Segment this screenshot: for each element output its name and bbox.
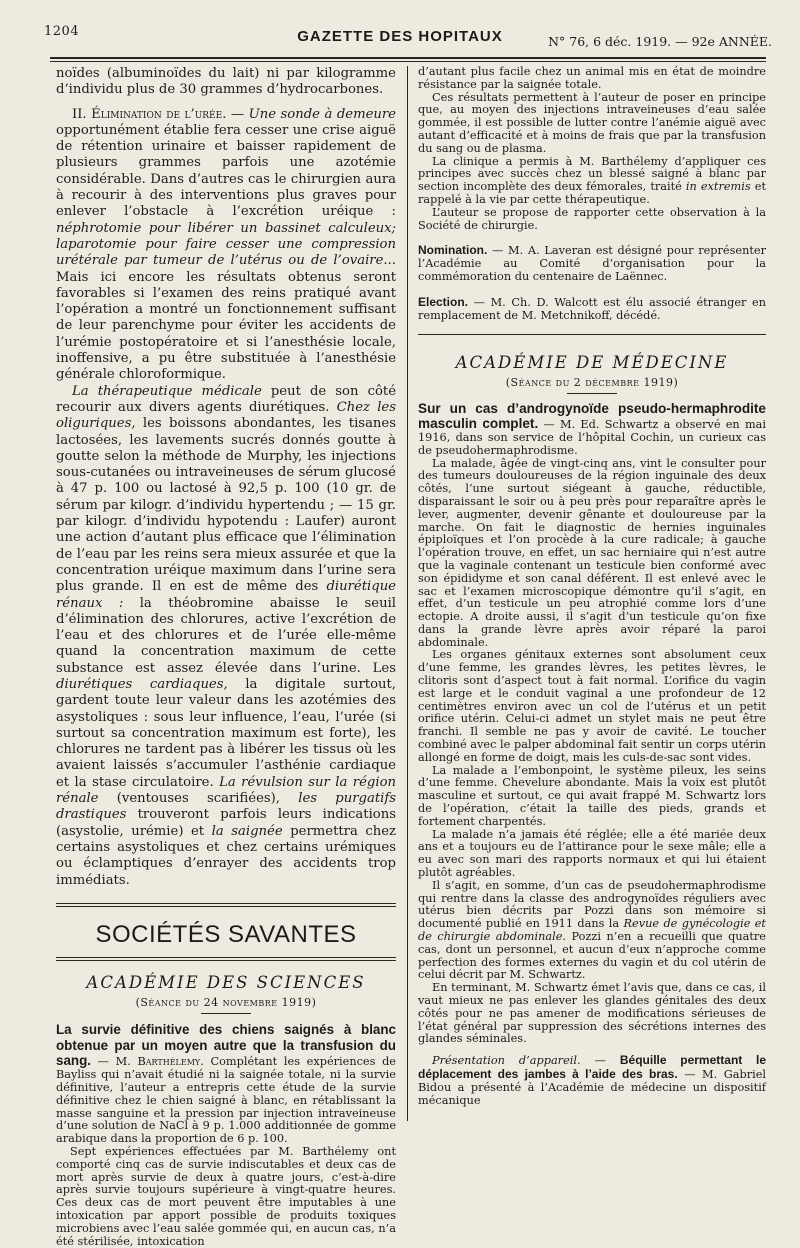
paragraph: La clinique a permis à M. Barthélemy d’appliquer ces principes avec succès chez un blessé saigné à blanc par section incomplète des deux fémorales, traité in extremis et rappelé à la vie par cette thérapeutique. bbox=[418, 154, 766, 206]
nomination-heading: Nomination. bbox=[418, 243, 488, 258]
paragraph: Il s’agit, en somme, d’un cas de pseudohermaphrodisme qui rentre dans la classe des androgynoïdes réguliers avec utérus bien décrits par Pozzi dans son mémoire si documenté publié en 1911 dans la Revue de gynécologie et de chirurgie abdominale. Pozzi n’en a recueilli que quatre cas, dont un personnel, et aucun d’eux n’approche comme perfection des formes externes du vagin et du col utérin de celui décrit par M. Schwartz. bbox=[418, 878, 766, 982]
issue-info: N° 76, 6 déc. 1919. — 92e ANNÉE. bbox=[548, 34, 772, 49]
paragraph-elimination-uree: II. Élimination de l’urée. — Une sonde à demeure opportunément établie fera cesser une crise aiguë de rétention urinaire et baisser rapidement de plusieurs grammes parfois une azotémie considérable. Dans d’autres cas le chirurgien aura à recourir à des interventions plus graves pour enlever l’obstacle à l’excrétion uréique : néphrotomie pour libérer un bassinet calculeux; laparotomie pour faire cesser une compression urétérale par tumeur de l’utérus ou de l’ovaire... Mais ici encore les résultats obtenus seront favorables si l’examen des reins pratiqué avant l’opération a montré un fonctionnement suffisant de leur parenchyme pour éviter les accidents de l’urémie postopératoire et si l’anesthésie locale, inoffensive, a pu être substituée à l’anesthésie générale chloroformique. bbox=[56, 106, 396, 383]
column-divider bbox=[407, 66, 408, 1121]
section-rule bbox=[418, 334, 766, 335]
page-number: 1204 bbox=[44, 24, 80, 39]
election-heading: Election. bbox=[418, 294, 469, 309]
article-title: La survie définitive des chiens saignés à blanc obtenue par un moyen autre que la transfusion du sang. bbox=[56, 1021, 396, 1069]
running-header bbox=[0, 24, 800, 54]
paragraph: Ces résultats permettent à l’auteur de poser en principe que, au moyen des injections intraveineuses d’eau salée gommée, il est possible de lutter contre l’anémie aiguë avec autant d’efficacité et à moins de frais que par la transfusion du sang ou de plasma. bbox=[418, 90, 766, 155]
section-rule bbox=[56, 960, 396, 961]
article-title: Sur un cas d’androgynoïde pseudo-hermaphrodite masculin complet. bbox=[418, 401, 766, 432]
article-survie-chiens: La survie définitive des chiens saignés à blanc obtenue par un moyen autre que la transfusion du sang. — M. Barthélemy. Complétant les expériences de Bayliss qui n’avait étudié ni la saignée totale, ni la survie définitive, l’auteur a entrepris cette étude de la survie définitive chez le chien saigné à blanc, en rétablissant la masse sanguine et la pression par injection intraveineuse d’une solution de NaCl à 9 p. 1.000 additionnée de gomme arabique dans la proportion de 6 p. 100. bbox=[56, 1021, 396, 1146]
subheading: II. Élimination de l’urée. bbox=[72, 106, 227, 122]
academy-heading: ACADÉMIE DES SCIENCES bbox=[86, 972, 366, 992]
paragraph: La malade a l’embonpoint, le système pileux, les seins d’une femme. Chevelure abondante. Mais la voix est plutôt masculine et surtout, ce qui avait frappé M. Schwartz lors de l’opération, c’était la taille des pieds, grands et fortement charpentés. bbox=[418, 763, 766, 828]
paragraph: En terminant, M. Schwartz émet l’avis que, dans ce cas, il vaut mieux ne pas enlever les glandes génitales des deux côtés pour ne pas amener de modifications sérieuses de l’état général par suppression des sécrétions internes des glandes séminales. bbox=[418, 981, 766, 1046]
paragraph: L’auteur se propose de rapporter cette observation à la Société de chirurgie. bbox=[418, 205, 766, 232]
paragraph: Sept expériences effectuées par M. Barthélemy ont comporté cinq cas de survie indiscutables et deux cas de mort après survie de deux à quatre jours, c’est-à-dire après survie toujours supérieure à vingt-quatre heures. Ces deux cas de mort peuvent être imputables à une intoxication par apport possible de produits toxiques microbiens avec l’eau salée gommée qui, en aucun cas, n’a été stérilisée, intoxication bbox=[56, 1145, 396, 1248]
left-column bbox=[56, 66, 396, 1248]
short-rule bbox=[201, 1013, 251, 1014]
nomination-notice: Nomination. — M. A. Laveran est désigné pour représenter l’Académie au Comité d’organisation pour la commémoration du centenaire de Laënnec. bbox=[418, 243, 766, 283]
section-rule bbox=[56, 906, 396, 907]
paragraph-therapeutique: La thérapeutique médicale peut de son côté recourir aux divers agents diurétiques. Chez les oliguriques, les boissons abondantes, les tisanes lactosées, les lavements sucrés donnés goutte à goutte selon la méthode de Murphy, les injections sous-cutanées ou intraveineuses de sérum glucosé à 47 p. 100 ou lactosé à 92,5 p. 100 (10 gr. de sérum par kilogr. d’individu hypertendu ; — 15 gr. par kilogr. d’individu hypotendu : Laufer) auront une action d’autant plus efficace que l’élimination de l’eau par les reins sera mieux assurée et que la concentration uréique maximum dans l’urine sera plus grande. Il en est de même des diurétique rénaux : la théobromine abaisse le seuil d’élimination des chlorures, active l’excrétion de l’eau et des chlorures et de l’urée elle-même quand la concentration maximum de cette substance est assez élevée dans l’urine. Les diurétiques cardiaques, la digitale surtout, gardent toute leur valeur dans les azotémies des asystoliques : sous leur influence, l’eau, l’urée (si surtout sa concentration maximum est forte), les chlorures ne tardent pas à libérer les tissus où les avaient laissés s’accumuler l’asthénie cardiaque et la stase circulatoire. La révulsion sur la région rénale (ventouses scarifiées), les purgatifs drastiques trouveront parfois leurs indications (asystolie, urémie) et la saignée permettra chez certains asystoliques et chez certains urémiques ou éclamptiques d’enrayer des accidents trop immédiats. bbox=[56, 383, 397, 888]
header-rule bbox=[50, 57, 766, 59]
right-column bbox=[418, 66, 766, 1107]
paragraph: d’autant plus facile chez un animal mis en état de moindre résistance par la saignée totale. bbox=[418, 65, 766, 91]
section-rule bbox=[56, 957, 396, 958]
journal-title: GAZETTE DES HOPITAUX bbox=[297, 28, 503, 45]
article-author: — M. Ed. Schwartz bbox=[538, 418, 659, 432]
session-date: (Séance du 2 décembre 1919) bbox=[505, 376, 679, 390]
section-banner: SOCIÉTÉS SAVANTES bbox=[95, 920, 357, 948]
article-author: — M. Barthélemy. bbox=[90, 1055, 204, 1069]
paragraph: Les organes génitaux externes sont absolument ceux d’une femme, les grandes lèvres, les petites lèvres, le clitoris sont d’aspect tout à fait normal. L’orifice du vagin est large et le conduit vaginal a une profondeur de 12 centimètres environ avec un col de l’utérus et un petit orifice utérin. Celui-ci admet un stylet mais ne peut être franchi. Il semble ne pas y avoir de cavité. Le toucher combiné avec le palper abdominal fait sentir un corps utérin allongé en forme de doigt, mais les culs-de-sac sont vides. bbox=[418, 648, 766, 764]
election-notice: Election. — M. Ch. D. Walcott est élu associé étranger en remplacement de M. Metchnikoff, décédé. bbox=[418, 294, 766, 322]
paragraph: La malade, âgée de vingt-cinq ans, vint le consulter pour des tumeurs douloureuses de la région inguinale des deux côtés, l’une surtout siégeant à gauche, réductible, disparaissant le soir ou à peu près pour reparaître après le lever, augmenter, devenir gênante et douloureuse par la marche. On fait le diagnostic de hernies inguinales épiploïques et l’on procède à la cure radicale; à gauche l’opération trouve, en effet, un sac herniaire qui n’est autre que la vaginale contenant un testicule bien conformé avec son épididyme et son canal déférent. Il est enlevé avec le sac et l’examen microscopique démontre qu’il s’agit, en effet, d’un testicule un peu atrophié comme lors d’une ectopie. A droite aussi, il s’agit d’un testicule qu’on fixe dans la grande lèvre après avoir réparé la paroi abdominale. bbox=[418, 456, 766, 649]
header-rule-thin bbox=[50, 61, 766, 62]
session-date: (Séance du 24 novembre 1919) bbox=[135, 995, 317, 1009]
presentation-notice: Présentation d’appareil. — Béquille permettant le déplacement des jambes à l’aide des bras. — M. Gabriel Bidou a présenté à l’Académie de médecine un dispositif mécanique bbox=[418, 1053, 767, 1107]
article-androgynoide: Sur un cas d’androgynoïde pseudo-hermaphrodite masculin complet. — M. Ed. Schwartz a observé en mai 1916, dans son service de l’hôpital Cochin, un curieux cas de pseudohermaphrodisme. bbox=[418, 401, 767, 457]
short-rule bbox=[567, 393, 617, 394]
section-rule bbox=[56, 903, 396, 904]
presentation-title: Béquille permettant le déplacement des jambes à l’aide des bras. bbox=[418, 1053, 766, 1081]
paragraph: noïdes (albuminoïdes du lait) ni par kilogramme d’individu plus de 30 grammes d’hydrocarbones. bbox=[56, 66, 396, 98]
academy-heading: ACADÉMIE DE MÉDECINE bbox=[455, 353, 729, 373]
paragraph: La malade n’a jamais été réglée; elle a été mariée deux ans et a toujours eu de l’attirance pour le sexe mâle; elle a eu avec son mari des rapports normaux et qui lui étaient plutôt agréables. bbox=[418, 827, 766, 880]
